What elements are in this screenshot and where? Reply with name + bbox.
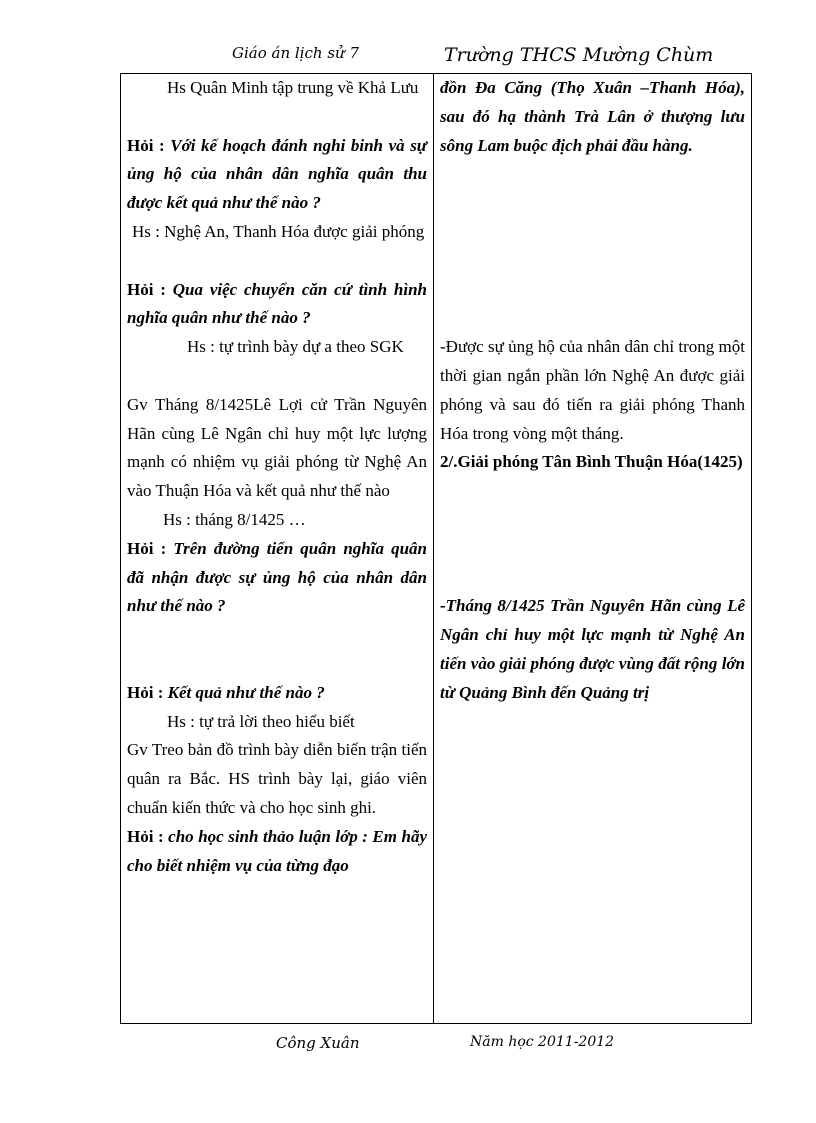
- question-label: Hỏi :: [127, 538, 167, 558]
- student-answer: Hs : tự trả lời theo hiểu biết: [167, 711, 355, 731]
- lesson-table: [120, 73, 752, 1024]
- teacher-note: Gv Tháng 8/1425Lê Lợi cử Trần Nguyên Hãn cùng Lê Ngân chỉ huy một lực lượng mạnh có nhiệm vụ giải phóng từ Nghệ An vào Thuận Hóa và kết quả như thế nào: [127, 394, 427, 501]
- table-row: [121, 74, 752, 1024]
- question: [127, 679, 427, 708]
- question-label: Hỏi :: [127, 826, 164, 846]
- footer-author: Công Xuân: [276, 1034, 360, 1052]
- question-text: Với kế hoạch đánh nghi binh và sự ủng hộ của nhân dân nghĩa quân thu được kết quả như thế nào ?: [127, 135, 427, 213]
- question: [127, 276, 427, 334]
- student-answer: Hs : tháng 8/1425 …: [163, 509, 306, 529]
- question-text: Trên đường tiến quân nghĩa quân đã nhận được sự ủng hộ của nhân dân như thế nào ?: [127, 538, 428, 616]
- content-text: -Tháng 8/1425 Trần Nguyên Hãn cùng Lê Ngân chỉ huy một lực mạnh từ Nghệ An tiến vào giải phóng được vùng đất rộng lớn từ Quảng Bình đến Quảng trị: [440, 596, 745, 702]
- footer-school-year: Năm học 2011-2012: [470, 1034, 615, 1050]
- content-text: -Được sự ủng hộ của nhân dân chỉ trong một thời gian ngắn phần lớn Nghệ An được giải phóng và sau đó tiến ra giải phóng Thanh Hóa trong vòng một tháng.: [440, 337, 745, 443]
- question: [127, 535, 427, 621]
- student-answer: Hs : tự trình bày dự a theo SGK: [187, 337, 404, 357]
- content-text: đồn Đa Căng (Thọ Xuân –Thanh Hóa), sau đó hạ thành Trà Lân ở thượng lưu sông Lam buộc địch phải đầu hàng.: [440, 78, 745, 155]
- section-heading: 2/.Giải phóng Tân Bình Thuận Hóa(1425): [440, 452, 743, 472]
- teacher-note: Gv Treo bản đồ trình bày diễn biến trận tiến quân ra Bắc. HS trình bày lại, giáo viên chuẩn kiến thức và cho học sinh ghi.: [127, 740, 427, 817]
- student-answer: Hs Quân Minh tập trung về Khả Lưu: [167, 78, 419, 97]
- question: [127, 823, 427, 881]
- question-label: Hỏi :: [127, 682, 164, 702]
- question: [127, 132, 427, 218]
- header-subject: Giáo án lịch sử 7: [232, 44, 359, 62]
- header-school: Trường THCS Mường Chùm: [444, 44, 714, 66]
- student-answer: Hs : Nghệ An, Thanh Hóa được giải phóng: [132, 221, 425, 241]
- question-label: Hỏi :: [127, 135, 165, 155]
- question-text: Kết quả như thế nào ?: [167, 682, 325, 702]
- question-text: Qua việc chuyển căn cứ tình hình nghĩa quân như thế nào ?: [127, 279, 427, 328]
- teacher-student-column: [121, 74, 434, 1024]
- question-text: cho học sinh thảo luận lớp : Em hãy cho biết nhiệm vụ của từng đạo: [127, 826, 427, 875]
- question-label: Hỏi :: [127, 279, 166, 299]
- content-column: [434, 74, 752, 1024]
